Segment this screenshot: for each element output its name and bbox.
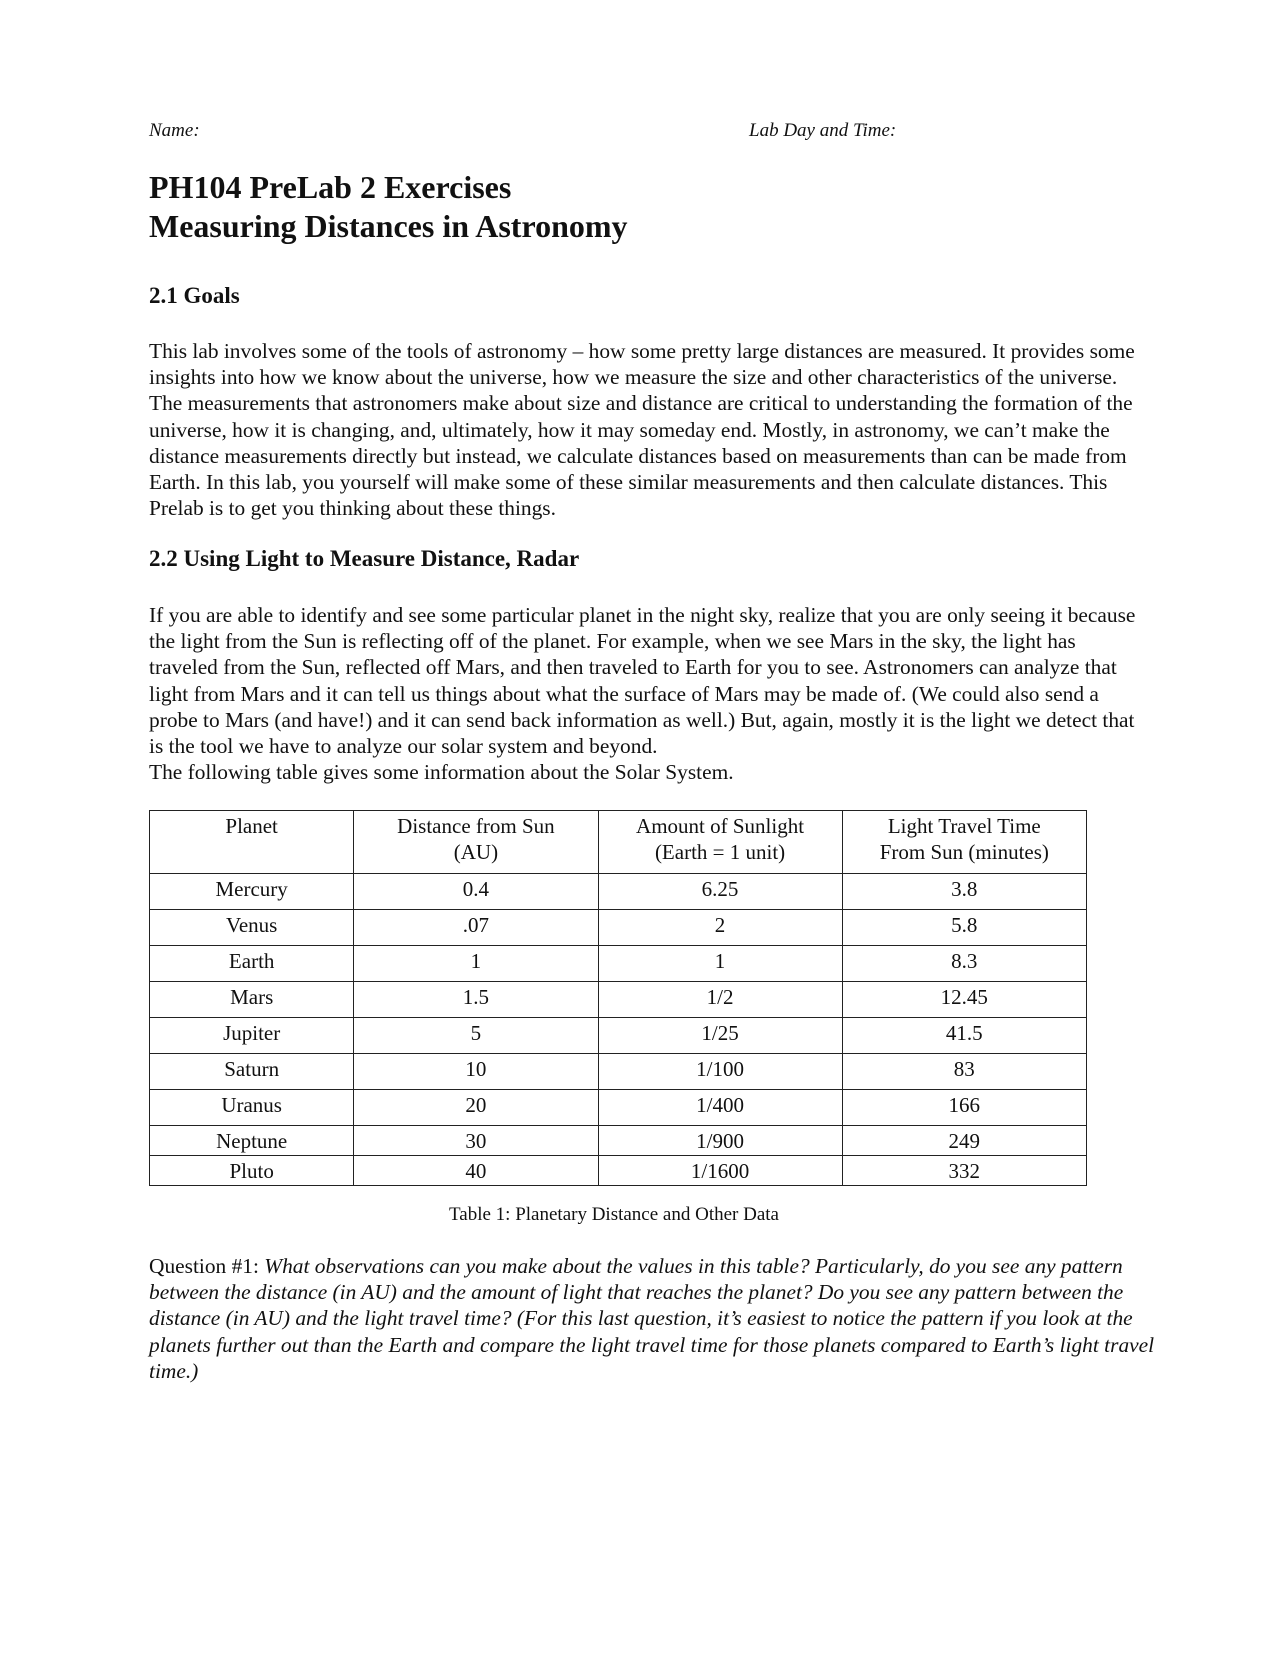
cell-travel-time: 166 (842, 1090, 1086, 1126)
goals-paragraph: This lab involves some of the tools of astronomy – how some pretty large distances are measured. It provides some insights into how we know about the universe, how we measure the size and other characteristics of the universe. The measurements that astronomers make about size and distance are critical to understanding the formation of the universe, how it is changing, and, ultimately, how it may someday end. Mostly, in astronomy, we can’t make the distance measurements directly but instead, we calculate distances based on measurements than can be made from Earth. In this lab, you yourself will make some of these similar measurements and then calculate distances. This Prelab is to get you thinking about these things. (149, 339, 1135, 521)
radar-paragraph (149, 602, 1149, 785)
cell-travel-time: 12.45 (842, 982, 1086, 1018)
title-line-2: Measuring Distances in Astronomy (149, 208, 628, 244)
cell-planet: Venus (150, 910, 354, 946)
cell-distance: 1 (354, 946, 598, 982)
cell-distance: 10 (354, 1054, 598, 1090)
cell-planet: Jupiter (150, 1018, 354, 1054)
cell-planet: Earth (150, 946, 354, 982)
cell-distance: .07 (354, 910, 598, 946)
cell-planet: Neptune (150, 1126, 354, 1156)
goals-heading: 2.1 Goals (149, 283, 240, 308)
header-time-line2: From Sun (minutes) (879, 840, 1049, 864)
cell-distance: 30 (354, 1126, 598, 1156)
title-line-1: PH104 PreLab 2 Exercises (149, 169, 512, 205)
header-sunlight (598, 811, 842, 874)
cell-distance: 40 (354, 1156, 598, 1186)
table-row (150, 1054, 1087, 1090)
table-header-row (150, 811, 1087, 874)
table-row (150, 1090, 1087, 1126)
cell-travel-time: 5.8 (842, 910, 1086, 946)
table-row (150, 1126, 1087, 1156)
header-planet: Planet (150, 811, 354, 874)
lab-day-time-label: Lab Day and Time: (749, 120, 897, 141)
cell-sunlight: 1/2 (598, 982, 842, 1018)
document-title (149, 168, 628, 246)
name-label: Name: (149, 120, 200, 141)
table-row (150, 874, 1087, 910)
cell-planet: Uranus (150, 1090, 354, 1126)
cell-sunlight: 1/25 (598, 1018, 842, 1054)
cell-sunlight: 6.25 (598, 874, 842, 910)
question-label: Question #1: (149, 1254, 259, 1278)
cell-distance: 20 (354, 1090, 598, 1126)
table-row (150, 1156, 1087, 1186)
cell-travel-time: 8.3 (842, 946, 1086, 982)
header-sunlight-line2: (Earth = 1 unit) (654, 840, 786, 864)
table-caption: Table 1: Planetary Distance and Other Data (449, 1204, 779, 1225)
header-time-line1: Light Travel Time (887, 814, 1041, 838)
header-distance-line2: (AU) (453, 840, 499, 864)
radar-paragraph-text: If you are able to identify and see some particular planet in the night sky, realize that you are only seeing it because the light from the Sun is reflecting off of the planet. For example, when we see Mars in the sky, the light has traveled from the Sun, reflected off Mars, and then traveled to Earth for you to see. Astronomers can analyze that light from Mars and it can tell us things about what the surface of Mars may be made of. (We could also send a probe to Mars (and have!) and it can send back information as well.) But, again, mostly it is the light we detect that is the tool we have to analyze our solar system and beyond. (149, 603, 1136, 759)
cell-distance: 0.4 (354, 874, 598, 910)
cell-sunlight: 1/1600 (598, 1156, 842, 1186)
cell-planet: Mercury (150, 874, 354, 910)
cell-sunlight: 1/900 (598, 1126, 842, 1156)
cell-planet: Mars (150, 982, 354, 1018)
table-row (150, 910, 1087, 946)
cell-sunlight: 1 (598, 946, 842, 982)
cell-travel-time: 332 (842, 1156, 1086, 1186)
cell-planet: Saturn (150, 1054, 354, 1090)
cell-travel-time: 41.5 (842, 1018, 1086, 1054)
question-1 (149, 1253, 1159, 1384)
cell-travel-time: 83 (842, 1054, 1086, 1090)
header-distance-line1: Distance from Sun (397, 814, 555, 838)
cell-planet: Pluto (150, 1156, 354, 1186)
radar-heading: 2.2 Using Light to Measure Distance, Radar (149, 546, 580, 571)
cell-travel-time: 249 (842, 1126, 1086, 1156)
planet-data-table (149, 810, 1087, 1186)
table-row (150, 946, 1087, 982)
header-sunlight-line1: Amount of Sunlight (636, 814, 805, 838)
cell-sunlight: 1/400 (598, 1090, 842, 1126)
header-distance (354, 811, 598, 874)
cell-distance: 5 (354, 1018, 598, 1054)
question-text: What observations can you make about the values in this table? Particularly, do you see any pattern between the distance (in AU) and the amount of light that reaches the planet? Do you see any pattern between the distance (in AU) and the light travel time? (For this last question, it’s easiest to notice the pattern if you look at the planets further out than the Earth and compare the light travel time for those planets compared to Earth’s light travel time.) (149, 1254, 1155, 1383)
table-intro-text: The following table gives some information about the Solar System. (149, 760, 734, 785)
cell-sunlight: 1/100 (598, 1054, 842, 1090)
table-row (150, 982, 1087, 1018)
header-travel-time (842, 811, 1086, 874)
table-row (150, 1018, 1087, 1054)
cell-travel-time: 3.8 (842, 874, 1086, 910)
cell-distance: 1.5 (354, 982, 598, 1018)
cell-sunlight: 2 (598, 910, 842, 946)
